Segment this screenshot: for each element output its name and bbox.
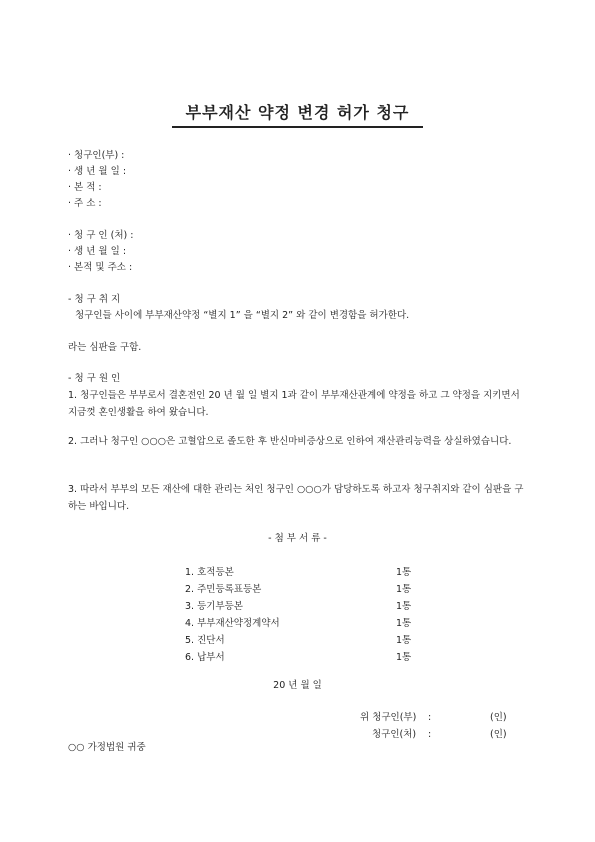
attachment-count: 1통: [396, 635, 412, 646]
document-title: 부부재산 약정 변경 허가 청구: [172, 100, 424, 128]
cause-paragraph-1: 1. 청구인들은 부부로서 결혼전인 20 년 월 일 별지 1과 같이 부부재산관계에 약정을 하고 그 약정을 지키면서 지금껏 혼인생활을 하여 왔습니다.: [68, 390, 520, 418]
attachment-name: 5. 진단서: [185, 635, 225, 646]
attachment-row: [185, 632, 425, 649]
request-text: 라는 심판을 구함.: [68, 342, 142, 353]
attachment-name: 6. 납부서: [185, 652, 225, 663]
date-line: 20 년 월 일: [273, 680, 322, 691]
title-block: [0, 100, 595, 128]
attachment-name: 2. 주민등록표등본: [185, 584, 262, 595]
attachment-count: 1통: [396, 652, 412, 663]
signature-seal: (인): [490, 712, 507, 723]
court-addressee: ○○ 가정법원 귀중: [68, 742, 146, 753]
attachments-heading: - 첨 부 서 류 -: [268, 533, 327, 544]
signature-role: 청구인(처): [372, 729, 417, 740]
signature-role: 위 청구인(부): [360, 712, 417, 723]
attachment-name: 4. 부부재산약정계약서: [185, 618, 280, 629]
cause-heading: - 청 구 원 인: [68, 373, 121, 384]
attachment-count: 1통: [396, 567, 412, 578]
attachments-list: [185, 564, 425, 666]
claimant-husband-label: · 청구인(부) :: [68, 150, 125, 161]
purpose-text: 청구인들 사이에 부부재산약정 “별지 1” 을 “별지 2” 와 같이 변경함을 허가한다.: [75, 310, 410, 321]
attachment-count: 1통: [396, 584, 412, 595]
attachment-count: 1통: [396, 618, 412, 629]
attachment-row: [185, 615, 425, 632]
attachment-row: [185, 581, 425, 598]
cause-paragraph-2: 2. 그러나 청구인 ○○○은 고혈압으로 졸도한 후 반신마비증상으로 인하여 재산관리능력을 상실하였습니다.: [68, 436, 512, 447]
attachment-row: [185, 564, 425, 581]
signature-row-wife: [360, 728, 520, 742]
husband-birthdate-label: · 생 년 월 일 :: [68, 166, 127, 177]
cause-paragraph-3: 3. 따라서 부부의 모든 재산에 대한 관리는 처인 청구인 ○○○가 담당하도록 하고자 청구취지와 같이 심판을 구하는 바입니다.: [68, 484, 524, 512]
attachment-name: 1. 호적등본: [185, 567, 234, 578]
husband-domicile-label: · 본 적 :: [68, 182, 102, 193]
signature-seal: (인): [490, 729, 507, 740]
attachment-count: 1통: [396, 601, 412, 612]
signature-colon: :: [428, 729, 432, 740]
claimant-wife-label: · 청 구 인 (처) :: [68, 230, 134, 241]
signature-row-husband: [360, 711, 520, 725]
purpose-heading: - 청 구 취 지: [68, 294, 121, 305]
wife-domicile-address-label: · 본적 및 주소 :: [68, 262, 133, 273]
attachment-name: 3. 등기부등본: [185, 601, 243, 612]
signature-colon: :: [428, 712, 432, 723]
husband-address-label: · 주 소 :: [68, 198, 102, 209]
attachment-row: [185, 649, 425, 666]
wife-birthdate-label: · 생 년 월 일 :: [68, 246, 127, 257]
attachment-row: [185, 598, 425, 615]
